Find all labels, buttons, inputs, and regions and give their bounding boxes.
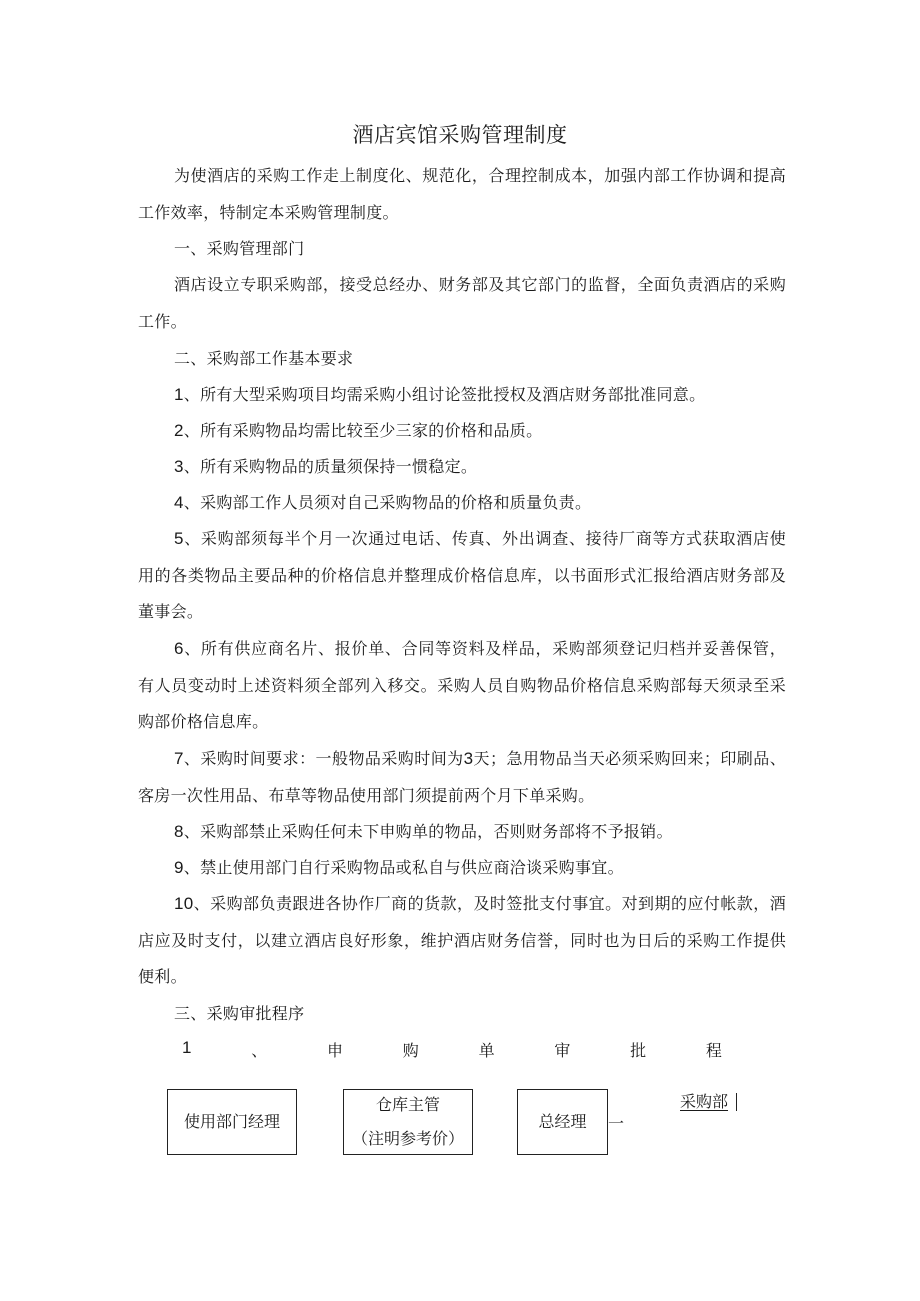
requirement-item-2 [138,413,786,450]
flow-destination: 采购部 [680,1092,729,1111]
item-text: 、禁止使用部门自行采购物品或私自与供应商洽谈采购事宜。 [183,858,624,877]
item-number: 7 [174,749,184,768]
item-number: 10 [174,894,194,913]
flow-connector: 一 [608,1114,625,1133]
requirement-item-6 [138,631,786,741]
section3-heading: 三、采购审批程序 [174,1004,305,1023]
flow-title-char: 审 [554,1041,571,1060]
flow-title-char: 单 [478,1041,495,1060]
item-text-after: 天；急用物品当天必须采购回来；印刷品、客房一次性用品、布草等物品使用部门须提前两个月下单采购。 [138,749,786,805]
flow-title-char: 批 [630,1041,647,1060]
section2-heading: 二、采购部工作基本要求 [174,349,354,368]
flow-title-char: 、 [251,1041,268,1060]
item-text: 、采购部负责跟进各协作厂商的货款，及时签批支付事宜。对到期的应付帐款，酒店应及时支付，以建立酒店良好形象，维护酒店财务信誉，同时也为日后的采购工作提供便利。 [138,894,786,987]
requirement-item-3 [138,449,786,486]
flow-title-char: 1 [182,1038,192,1057]
flow-box-general-manager [517,1089,608,1155]
item-text-before: 、采购时间要求：一般物品采购时间为 [183,749,464,768]
item-text: 、所有采购物品均需比较至少三家的价格和品质。 [183,421,543,440]
flow-title-char: 申 [327,1041,344,1060]
flow-box-label: 总经理 [538,1112,587,1131]
requirement-item-1 [138,377,786,414]
flow-box-dept-manager [167,1089,297,1155]
item-text: 、所有供应商名片、报价单、合同等资料及样品，采购部须登记归档并妥善保管，有人员变动时上述资料须全部列入移交。采购人员自购物品价格信息采购部每天须录至采购部价格信息库。 [138,639,786,732]
flow-box-warehouse [343,1089,473,1155]
item-text: 、所有大型采购项目均需采购小组讨论签批授权及酒店财务部批准同意。 [183,385,706,404]
requirement-item-7 [138,741,786,814]
flow-box-label: 使用部门经理 [183,1112,280,1131]
flow-title-char: 购 [402,1041,419,1060]
section1-text: 酒店设立专职采购部，接受总经办、财务部及其它部门的监督，全面负责酒店的采购工作。 [138,275,786,331]
requirement-item-10 [138,886,786,996]
inline-number: 3 [463,749,474,768]
flow-box-label: 仓库主管 [375,1095,440,1114]
requirement-item-8 [138,814,786,851]
requirement-item-9 [138,850,786,887]
item-text: 、采购部禁止采购任何未下申购单的物品，否则财务部将不予报销。 [183,822,673,841]
item-text: 、采购部须每半个月一次通过电话、传真、外出调查、接待厂商等方式获取酒店使用的各类物品主要品种的价格信息并整理成价格信息库，以书面形式汇报给酒店财务部及董事会。 [138,529,786,622]
flow-destination-bar [736,1093,737,1111]
item-number: 9 [174,858,184,877]
flow-title [182,1038,722,1066]
section1-heading: 一、采购管理部门 [174,239,305,258]
requirement-item-4 [138,485,786,522]
item-number: 6 [174,639,184,658]
item-number: 4 [174,493,184,512]
flow-box-note: （注明参考价） [351,1129,464,1148]
intro-paragraph: 为使酒店的采购工作走上制度化、规范化，合理控制成本，加强内部工作协调和提高工作效率，特制定本采购管理制度。 [138,166,786,222]
item-text: 、采购部工作人员须对自己采购物品的价格和质量负责。 [183,493,592,512]
item-text: 、所有采购物品的质量须保持一惯稳定。 [183,457,478,476]
item-number: 8 [174,822,184,841]
item-number: 2 [174,421,184,440]
item-number: 3 [174,457,184,476]
requirement-item-5 [138,521,786,631]
item-number: 1 [174,385,184,404]
flow-title-char: 程 [705,1041,722,1060]
item-number: 5 [174,529,184,548]
document-title: 酒店宾馆采购管理制度 [352,123,568,147]
